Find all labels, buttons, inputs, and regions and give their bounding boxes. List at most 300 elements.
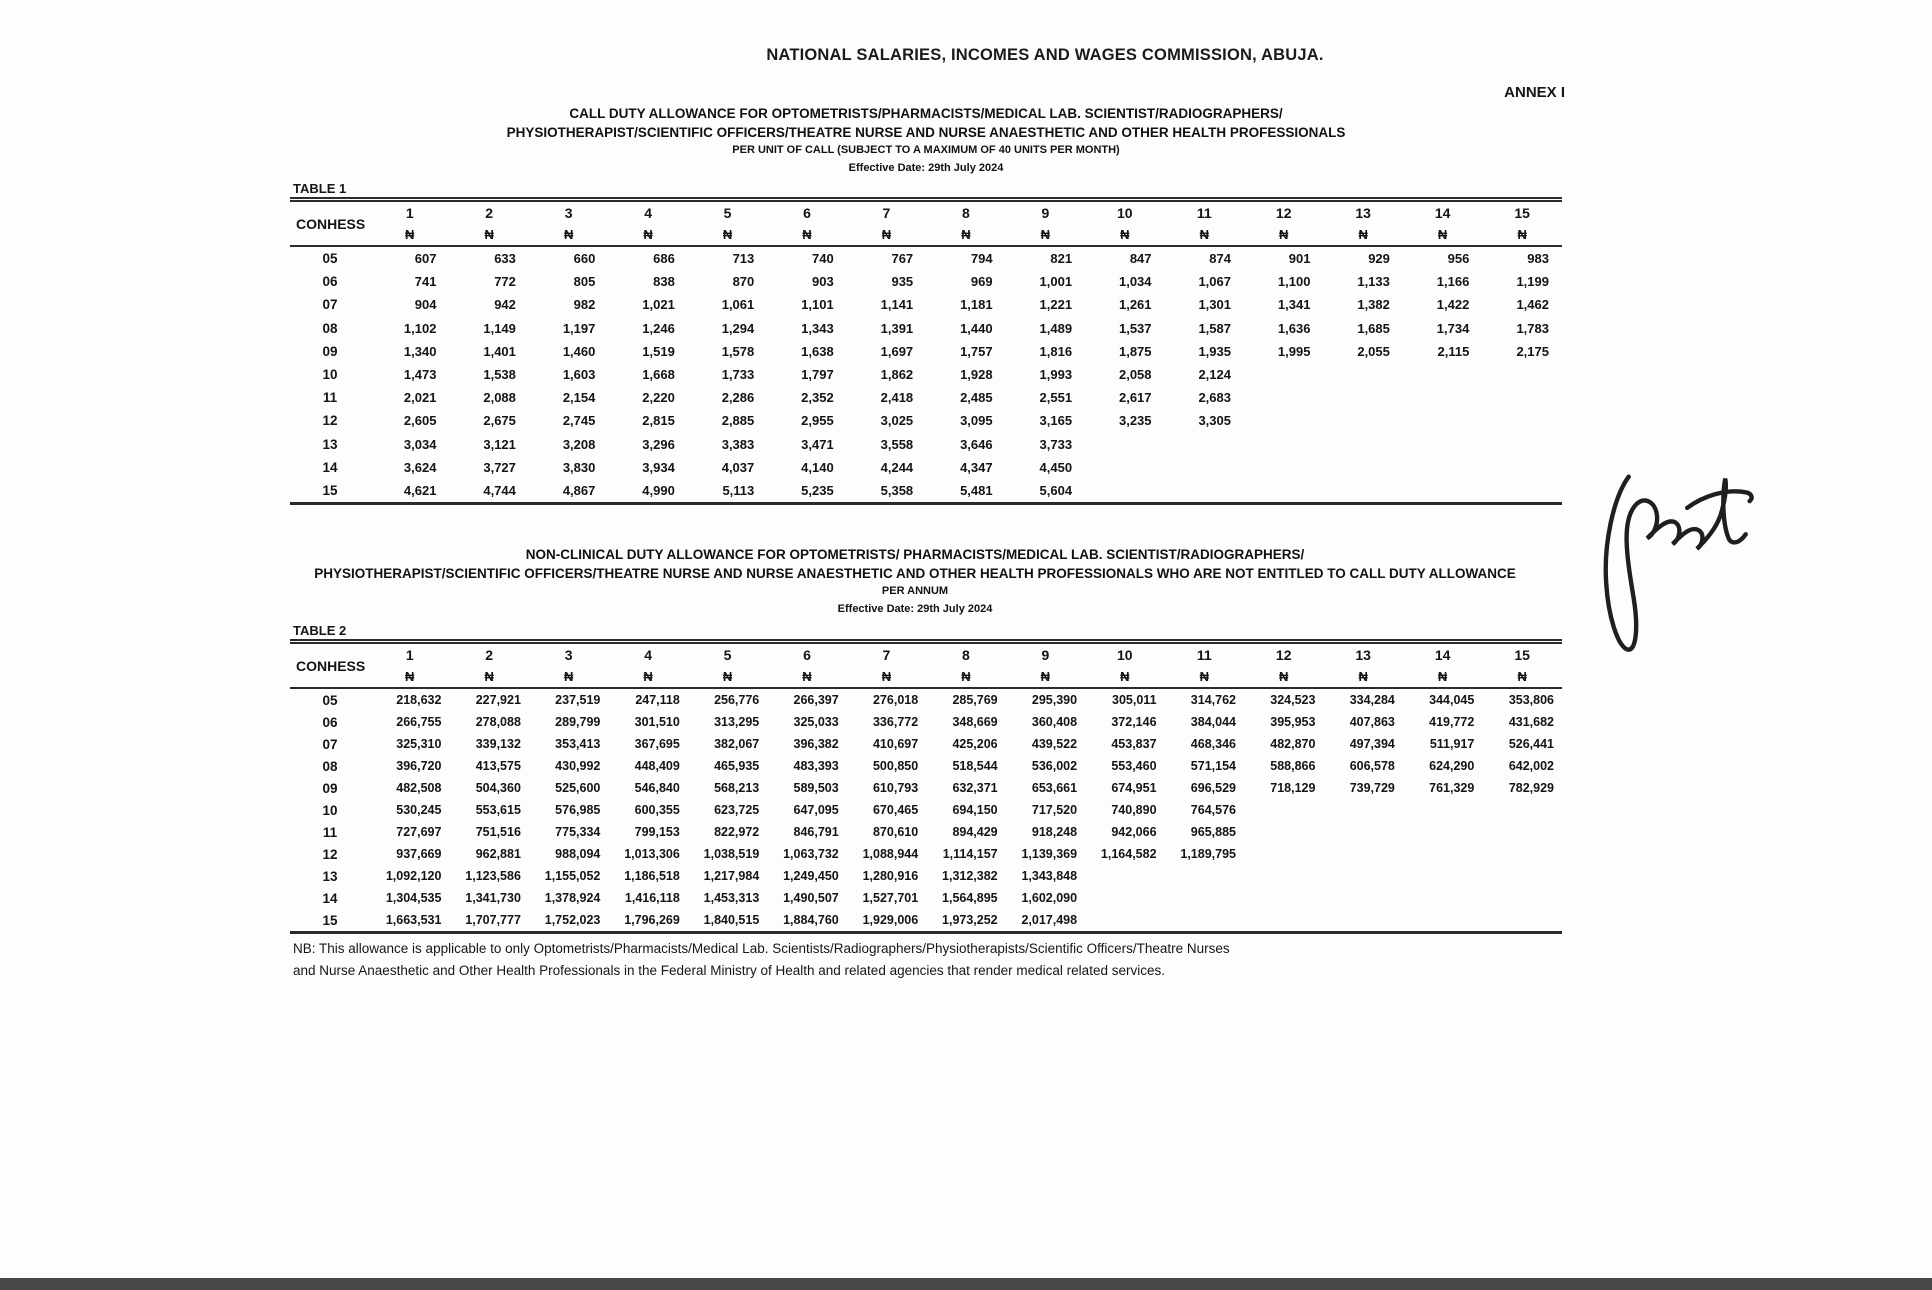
allowance-value: 4,037 bbox=[721, 459, 755, 475]
allowance-value: 1,021 bbox=[642, 297, 675, 313]
allowance-value: 870,610 bbox=[872, 825, 919, 839]
naira-symbol: ₦ bbox=[1517, 669, 1527, 684]
table-row bbox=[290, 293, 1562, 316]
allowance-value: 518,544 bbox=[952, 759, 998, 773]
empty-cell bbox=[1165, 887, 1244, 909]
allowance-value: 2,021 bbox=[403, 390, 437, 406]
allowance-value: 325,310 bbox=[396, 737, 442, 751]
column-header: 11 bbox=[1196, 647, 1212, 663]
column-header: 9 bbox=[1041, 647, 1050, 663]
allowance-value: 553,460 bbox=[1111, 759, 1157, 773]
table-row bbox=[290, 909, 1562, 933]
allowance-value: 247,118 bbox=[635, 693, 680, 707]
table-row bbox=[290, 688, 1562, 711]
column-header: 5 bbox=[723, 647, 732, 663]
empty-cell bbox=[1403, 843, 1482, 865]
allowance-value: 2,605 bbox=[403, 413, 437, 429]
table2-label: TABLE 2 bbox=[293, 623, 347, 638]
table2-title-line1: NON-CLINICAL DUTY ALLOWANCE FOR OPTOMETRISTS/ PHARMACISTS/MEDICAL LAB. SCIENTIST/RADIOGRAPHERS/ bbox=[525, 547, 1305, 562]
table-row bbox=[290, 733, 1562, 755]
allowance-value: 610,793 bbox=[872, 781, 919, 795]
allowance-value: 674,951 bbox=[1111, 781, 1157, 795]
allowance-value: 497,394 bbox=[1349, 737, 1395, 751]
naira-symbol: ₦ bbox=[802, 227, 812, 242]
naira-symbol: ₦ bbox=[1040, 227, 1051, 242]
allowance-value: 1,382 bbox=[1357, 297, 1390, 313]
allowance-value: 935 bbox=[891, 274, 914, 290]
conhess-header: CONHESS bbox=[296, 657, 366, 674]
conhess-grade: 11 bbox=[322, 390, 338, 406]
table2-title-block bbox=[250, 545, 1580, 618]
allowance-value: 942 bbox=[494, 297, 516, 313]
empty-cell bbox=[1323, 799, 1402, 821]
conhess-grade: 09 bbox=[322, 780, 338, 796]
allowance-value: 847 bbox=[1129, 251, 1152, 267]
allowance-value: 846,791 bbox=[793, 825, 839, 839]
allowance-value: 1,489 bbox=[1039, 320, 1073, 336]
empty-cell bbox=[1403, 887, 1482, 909]
allowance-value: 5,113 bbox=[722, 482, 755, 498]
allowance-value: 431,682 bbox=[1508, 715, 1554, 729]
allowance-value: 536,002 bbox=[1031, 759, 1078, 773]
naira-symbol: ₦ bbox=[484, 669, 494, 684]
column-header: 15 bbox=[1514, 647, 1530, 663]
allowance-value: 576,985 bbox=[555, 803, 601, 817]
conhess-grade: 10 bbox=[322, 367, 338, 383]
allowance-value: 942,066 bbox=[1111, 825, 1157, 839]
allowance-value: 1,013,306 bbox=[624, 847, 680, 861]
allowance-value: 1,797 bbox=[801, 367, 834, 383]
conhess-grade: 14 bbox=[322, 890, 338, 906]
allowance-value: 2,175 bbox=[1516, 343, 1549, 359]
empty-cell bbox=[1403, 479, 1482, 504]
empty-cell bbox=[1323, 456, 1402, 479]
table-row bbox=[290, 821, 1562, 843]
conhess-grade: 05 bbox=[322, 251, 338, 267]
allowance-value: 5,481 bbox=[960, 482, 993, 498]
footnote-line2: and Nurse Anaesthetic and Other Health Professionals in the Federal Ministry of Health and related agencies that render medical related services. bbox=[293, 963, 1165, 978]
table-row bbox=[290, 799, 1562, 821]
empty-cell bbox=[1403, 821, 1482, 843]
allowance-value: 1,102 bbox=[403, 320, 437, 336]
allowance-value: 4,347 bbox=[960, 459, 993, 475]
column-header: 13 bbox=[1355, 647, 1371, 663]
allowance-value: 1,707,777 bbox=[465, 913, 521, 927]
column-header: 11 bbox=[1196, 205, 1212, 221]
allowance-value: 653,661 bbox=[1031, 781, 1078, 795]
allowance-value: 336,772 bbox=[872, 715, 919, 729]
allowance-value: 739,729 bbox=[1349, 781, 1395, 795]
naira-symbol: ₦ bbox=[1199, 227, 1209, 242]
allowance-value: 3,646 bbox=[960, 436, 993, 452]
naira-symbol: ₦ bbox=[643, 669, 653, 684]
allowance-value: 607 bbox=[414, 251, 437, 267]
allowance-value: 901 bbox=[1288, 251, 1311, 267]
allowance-value: 718,129 bbox=[1270, 781, 1316, 795]
allowance-value: 301,510 bbox=[634, 715, 680, 729]
allowance-value: 1,246 bbox=[642, 320, 675, 336]
page-title: NATIONAL SALARIES, INCOMES AND WAGES COMMISSION, ABUJA. bbox=[766, 46, 1324, 64]
naira-symbol: ₦ bbox=[1358, 669, 1368, 684]
allowance-value: 500,850 bbox=[872, 759, 919, 773]
naira-symbol: ₦ bbox=[802, 669, 812, 684]
allowance-value: 751,516 bbox=[475, 825, 521, 839]
allowance-value: 1,197 bbox=[562, 320, 596, 336]
column-header: 2 bbox=[485, 647, 494, 663]
allowance-value: 741 bbox=[414, 274, 437, 290]
allowance-value: 2,055 bbox=[1357, 343, 1390, 359]
allowance-value: 2,815 bbox=[642, 413, 675, 429]
column-header: 3 bbox=[564, 205, 573, 221]
non-clinical-duty-allowance-table bbox=[290, 639, 1562, 934]
table1-title-line1: CALL DUTY ALLOWANCE FOR OPTOMETRISTS/PHARMACISTS/MEDICAL LAB. SCIENTIST/RADIOGRAPHERS/ bbox=[569, 106, 1283, 121]
column-header: 2 bbox=[485, 205, 494, 221]
allowance-value: 546,840 bbox=[634, 781, 680, 795]
empty-cell bbox=[1482, 456, 1562, 479]
allowance-value: 1,100 bbox=[1277, 274, 1311, 290]
allowance-value: 3,727 bbox=[483, 459, 516, 475]
allowance-value: 2,955 bbox=[801, 413, 834, 429]
allowance-value: 504,360 bbox=[475, 781, 521, 795]
empty-cell bbox=[1482, 865, 1562, 887]
table2-title-line3: PER ANNUM bbox=[881, 585, 949, 597]
allowance-value: 1,538 bbox=[483, 367, 516, 383]
empty-cell bbox=[1165, 433, 1244, 456]
allowance-value: 1,092,120 bbox=[385, 869, 442, 883]
empty-cell bbox=[1323, 479, 1402, 504]
allowance-value: 1,341,730 bbox=[465, 891, 521, 905]
allowance-value: 289,799 bbox=[555, 715, 601, 729]
column-header: 7 bbox=[882, 205, 891, 221]
empty-cell bbox=[1244, 887, 1323, 909]
naira-symbol: ₦ bbox=[1040, 669, 1051, 684]
allowance-value: 276,018 bbox=[872, 693, 919, 707]
allowance-value: 694,150 bbox=[952, 803, 998, 817]
empty-cell bbox=[1244, 456, 1323, 479]
empty-cell bbox=[1244, 386, 1323, 409]
allowance-value: 740 bbox=[812, 251, 834, 267]
empty-cell bbox=[1482, 799, 1562, 821]
allowance-value: 969 bbox=[970, 274, 993, 290]
allowance-value: 1,663,531 bbox=[385, 913, 442, 927]
conhess-grade: 12 bbox=[322, 413, 338, 429]
allowance-value: 3,025 bbox=[880, 413, 914, 429]
allowance-value: 1,490,507 bbox=[783, 891, 839, 905]
table1-title-block bbox=[290, 104, 1562, 177]
empty-cell bbox=[1165, 479, 1244, 504]
conhess-grade: 08 bbox=[322, 320, 338, 336]
allowance-value: 1,155,052 bbox=[544, 869, 601, 883]
allowance-value: 670,465 bbox=[872, 803, 919, 817]
allowance-value: 1,261 bbox=[1118, 297, 1152, 313]
allowance-value: 4,990 bbox=[642, 482, 675, 498]
empty-cell bbox=[1482, 409, 1562, 432]
allowance-value: 410,697 bbox=[872, 737, 919, 751]
empty-cell bbox=[1482, 433, 1562, 456]
empty-cell bbox=[1244, 799, 1323, 821]
empty-cell bbox=[1085, 456, 1164, 479]
allowance-value: 1,460 bbox=[562, 343, 596, 359]
conhess-grade: 09 bbox=[322, 343, 338, 359]
naira-symbol: ₦ bbox=[1279, 669, 1289, 684]
allowance-value: 571,154 bbox=[1190, 759, 1236, 773]
allowance-value: 1,929,006 bbox=[862, 913, 919, 927]
column-header: 9 bbox=[1041, 205, 1050, 221]
column-header: 14 bbox=[1434, 205, 1451, 221]
allowance-value: 266,755 bbox=[396, 715, 442, 729]
naira-symbol: ₦ bbox=[1120, 669, 1130, 684]
naira-symbol: ₦ bbox=[881, 227, 892, 242]
naira-symbol: ₦ bbox=[1517, 227, 1527, 242]
allowance-value: 799,153 bbox=[634, 825, 680, 839]
naira-symbol: ₦ bbox=[563, 669, 574, 684]
allowance-value: 1,166 bbox=[1436, 274, 1470, 290]
table-row bbox=[290, 246, 1562, 270]
allowance-value: 256,776 bbox=[714, 693, 760, 707]
allowance-value: 624,290 bbox=[1429, 759, 1475, 773]
allowance-value: 1,034 bbox=[1118, 274, 1152, 290]
allowance-value: 3,558 bbox=[880, 436, 914, 452]
allowance-value: 5,235 bbox=[801, 482, 834, 498]
allowance-value: 339,132 bbox=[475, 737, 521, 751]
conhess-grade: 10 bbox=[322, 802, 338, 818]
allowance-value: 713 bbox=[732, 251, 755, 267]
allowance-value: 2,683 bbox=[1198, 390, 1231, 406]
allowance-value: 838 bbox=[653, 274, 675, 290]
allowance-value: 1,164,582 bbox=[1100, 847, 1157, 861]
allowance-value: 266,397 bbox=[793, 693, 839, 707]
allowance-value: 3,624 bbox=[403, 459, 437, 475]
allowance-value: 904 bbox=[414, 297, 437, 313]
naira-symbol: ₦ bbox=[405, 669, 415, 684]
empty-cell bbox=[1165, 865, 1244, 887]
naira-symbol: ₦ bbox=[961, 227, 971, 242]
allowance-value: 983 bbox=[1527, 251, 1549, 267]
allowance-value: 3,165 bbox=[1039, 413, 1073, 429]
allowance-value: 367,695 bbox=[634, 737, 680, 751]
allowance-value: 1,602,090 bbox=[1021, 891, 1078, 905]
allowance-value: 314,762 bbox=[1190, 693, 1236, 707]
column-header: 13 bbox=[1355, 205, 1371, 221]
allowance-value: 482,508 bbox=[396, 781, 442, 795]
allowance-value: 382,067 bbox=[714, 737, 760, 751]
allowance-value: 1,422 bbox=[1436, 297, 1470, 313]
allowance-value: 1,462 bbox=[1516, 297, 1549, 313]
allowance-value: 325,033 bbox=[793, 715, 839, 729]
allowance-value: 821 bbox=[1050, 251, 1073, 267]
allowance-value: 2,485 bbox=[960, 390, 993, 406]
allowance-value: 468,346 bbox=[1190, 737, 1236, 751]
allowance-value: 511,917 bbox=[1429, 737, 1475, 751]
allowance-value: 1,114,157 bbox=[942, 847, 998, 861]
allowance-value: 1,816 bbox=[1039, 343, 1073, 359]
allowance-value: 1,783 bbox=[1516, 320, 1549, 336]
empty-cell bbox=[1482, 821, 1562, 843]
allowance-value: 3,034 bbox=[403, 436, 437, 452]
column-header: 4 bbox=[644, 205, 652, 221]
allowance-value: 483,393 bbox=[793, 759, 839, 773]
allowance-value: 1,304,535 bbox=[385, 891, 442, 905]
allowance-value: 1,587 bbox=[1198, 320, 1231, 336]
allowance-value: 1,139,369 bbox=[1021, 847, 1078, 861]
allowance-value: 956 bbox=[1447, 251, 1470, 267]
allowance-value: 3,296 bbox=[642, 436, 675, 452]
allowance-value: 1,973,252 bbox=[942, 913, 998, 927]
empty-cell bbox=[1482, 363, 1562, 386]
allowance-value: 1,840,515 bbox=[703, 913, 760, 927]
allowance-value: 396,720 bbox=[396, 759, 442, 773]
conhess-grade: 11 bbox=[322, 824, 338, 840]
conhess-grade: 13 bbox=[322, 436, 338, 452]
allowance-value: 295,390 bbox=[1031, 693, 1078, 707]
table-row bbox=[290, 777, 1562, 799]
allowance-value: 1,603 bbox=[562, 367, 596, 383]
allowance-value: 5,358 bbox=[880, 482, 914, 498]
allowance-value: 1,312,382 bbox=[942, 869, 998, 883]
allowance-value: 407,863 bbox=[1349, 715, 1395, 729]
column-header: 10 bbox=[1117, 205, 1133, 221]
allowance-value: 805 bbox=[573, 274, 596, 290]
allowance-value: 1,537 bbox=[1118, 320, 1152, 336]
empty-cell bbox=[1165, 909, 1244, 933]
allowance-value: 5,604 bbox=[1039, 482, 1073, 498]
allowance-value: 1,401 bbox=[483, 343, 516, 359]
allowance-value: 1,638 bbox=[801, 343, 834, 359]
allowance-value: 2,058 bbox=[1118, 367, 1152, 383]
allowance-value: 413,575 bbox=[475, 759, 521, 773]
table-row bbox=[290, 317, 1562, 340]
naira-symbol: ₦ bbox=[484, 227, 494, 242]
allowance-value: 1,391 bbox=[880, 320, 914, 336]
allowance-value: 894,429 bbox=[952, 825, 998, 839]
empty-cell bbox=[1403, 386, 1482, 409]
allowance-value: 2,088 bbox=[483, 390, 516, 406]
allowance-value: 439,522 bbox=[1031, 737, 1078, 751]
table2-effective-date: Effective Date: 29th July 2024 bbox=[837, 602, 993, 615]
conhess-grade: 08 bbox=[322, 758, 338, 774]
column-header: 3 bbox=[564, 647, 573, 663]
naira-symbol: ₦ bbox=[961, 669, 971, 684]
empty-cell bbox=[1323, 363, 1402, 386]
allowance-value: 1,343,848 bbox=[1021, 869, 1078, 883]
allowance-value: 1,340 bbox=[403, 343, 437, 359]
empty-cell bbox=[1244, 821, 1323, 843]
naira-symbol: ₦ bbox=[722, 227, 733, 242]
allowance-value: 2,286 bbox=[721, 390, 755, 406]
allowance-value: 4,621 bbox=[403, 482, 437, 498]
allowance-value: 3,733 bbox=[1039, 436, 1073, 452]
empty-cell bbox=[1403, 865, 1482, 887]
table-row bbox=[290, 363, 1562, 386]
allowance-value: 1,221 bbox=[1039, 297, 1073, 313]
allowance-value: 1,123,586 bbox=[465, 869, 521, 883]
allowance-value: 2,124 bbox=[1198, 367, 1231, 383]
allowance-value: 313,295 bbox=[714, 715, 760, 729]
allowance-value: 1,453,313 bbox=[703, 891, 760, 905]
allowance-value: 1,133 bbox=[1357, 274, 1390, 290]
allowance-value: 982 bbox=[573, 297, 596, 313]
allowance-value: 1,636 bbox=[1277, 320, 1311, 336]
allowance-value: 937,669 bbox=[396, 847, 442, 861]
allowance-value: 1,101 bbox=[801, 297, 834, 313]
table1-title-line3: PER UNIT OF CALL (SUBJECT TO A MAXIMUM OF 40 UNITS PER MONTH) bbox=[732, 144, 1120, 156]
allowance-value: 568,213 bbox=[714, 781, 760, 795]
table-row bbox=[290, 270, 1562, 293]
table-row bbox=[290, 711, 1562, 733]
table-row bbox=[290, 887, 1562, 909]
allowance-value: 1,935 bbox=[1198, 343, 1231, 359]
allowance-value: 764,576 bbox=[1190, 803, 1236, 817]
allowance-value: 4,744 bbox=[483, 482, 516, 498]
conhess-grade: 07 bbox=[322, 736, 338, 752]
allowance-value: 1,217,984 bbox=[703, 869, 760, 883]
footnote bbox=[293, 938, 1533, 982]
conhess-grade: 05 bbox=[322, 692, 338, 708]
empty-cell bbox=[1165, 456, 1244, 479]
table1-title-line2: PHYSIOTHERAPIST/SCIENTIFIC OFFICERS/THEATRE NURSE AND NURSE ANAESTHETIC AND OTHER HEALTH PROFESSIONALS bbox=[506, 125, 1346, 140]
allowance-value: 761,329 bbox=[1429, 781, 1475, 795]
allowance-value: 589,503 bbox=[793, 781, 839, 795]
allowance-value: 822,972 bbox=[714, 825, 760, 839]
table1-effective-date: Effective Date: 29th July 2024 bbox=[848, 161, 1004, 174]
allowance-value: 1,578 bbox=[721, 343, 755, 359]
handwritten-signature bbox=[1578, 455, 1773, 670]
empty-cell bbox=[1323, 821, 1402, 843]
allowance-value: 588,866 bbox=[1270, 759, 1316, 773]
allowance-value: 324,523 bbox=[1270, 693, 1316, 707]
conhess-grade: 15 bbox=[322, 482, 338, 498]
allowance-value: 1,875 bbox=[1118, 343, 1152, 359]
allowance-value: 1,189,795 bbox=[1180, 847, 1236, 861]
empty-cell bbox=[1323, 887, 1402, 909]
allowance-value: 623,725 bbox=[714, 803, 760, 817]
empty-cell bbox=[1482, 887, 1562, 909]
allowance-value: 903 bbox=[812, 274, 834, 290]
allowance-value: 1,061 bbox=[721, 297, 755, 313]
empty-cell bbox=[1403, 409, 1482, 432]
allowance-value: 647,095 bbox=[793, 803, 839, 817]
empty-cell bbox=[1244, 479, 1323, 504]
empty-cell bbox=[1244, 363, 1323, 386]
conhess-header: CONHESS bbox=[296, 215, 366, 232]
empty-cell bbox=[1085, 479, 1164, 504]
empty-cell bbox=[1403, 456, 1482, 479]
allowance-value: 348,669 bbox=[952, 715, 998, 729]
column-header: 5 bbox=[723, 205, 732, 221]
allowance-value: 727,697 bbox=[396, 825, 442, 839]
column-header: 8 bbox=[962, 647, 970, 663]
annex-label: ANNEX I bbox=[1504, 84, 1565, 101]
naira-symbol: ₦ bbox=[405, 227, 415, 242]
naira-symbol: ₦ bbox=[1358, 227, 1368, 242]
allowance-value: 1,343 bbox=[801, 320, 834, 336]
column-header: 6 bbox=[803, 647, 811, 663]
allowance-value: 1,884,760 bbox=[783, 913, 839, 927]
conhess-grade: 06 bbox=[322, 714, 338, 730]
empty-cell bbox=[1085, 865, 1164, 887]
empty-cell bbox=[1323, 909, 1402, 933]
allowance-value: 1,301 bbox=[1198, 297, 1231, 313]
allowance-value: 525,600 bbox=[555, 781, 601, 795]
allowance-value: 419,772 bbox=[1429, 715, 1475, 729]
allowance-value: 360,408 bbox=[1031, 715, 1078, 729]
allowance-value: 1,519 bbox=[642, 343, 675, 359]
empty-cell bbox=[1244, 865, 1323, 887]
allowance-value: 794 bbox=[970, 251, 993, 267]
allowance-value: 2,115 bbox=[1437, 343, 1470, 359]
table1-label: TABLE 1 bbox=[293, 181, 347, 196]
allowance-value: 465,935 bbox=[714, 759, 760, 773]
